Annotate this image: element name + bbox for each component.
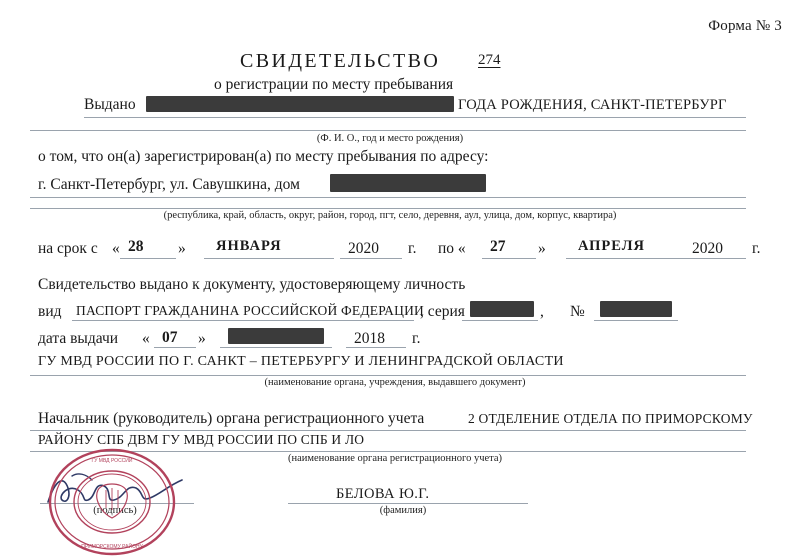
rule-fio: [30, 130, 746, 131]
identity-number-label: №: [570, 303, 585, 320]
caption-surname: (фамилия): [379, 505, 427, 516]
issue-date-year: 2018: [354, 330, 385, 347]
identity-vid-value: ПАСПОРТ ГРАЖДАНИНА РОССИЙСКОЙ ФЕДЕРАЦИИ: [76, 303, 424, 318]
period-day-to: 27: [490, 238, 506, 255]
rule-number: [594, 320, 678, 321]
rule-authority: [30, 375, 746, 376]
issued-birth-place: ГОДА РОЖДЕНИЯ, САНКТ-ПЕТЕРБУРГ: [458, 97, 727, 113]
redacted-name-block: [146, 96, 454, 112]
period-prefix: на срок с: [38, 240, 98, 257]
rule-issue-year: [346, 347, 406, 348]
redacted-address-block: [330, 174, 486, 192]
svg-text:ГУ МВД РОССИИ: ГУ МВД РОССИИ: [91, 458, 133, 464]
rule-official-1: [30, 430, 746, 431]
issued-label: Выдано: [84, 96, 136, 113]
issuing-authority: ГУ МВД РОССИИ ПО Г. САНКТ – ПЕТЕРБУРГУ И ЛЕНИНГРАДСКОЙ ОБЛАСТИ: [38, 354, 564, 369]
rule-seria: [462, 320, 538, 321]
caption-authority: (наименование органа, учреждения, выдавшего документ): [264, 377, 526, 388]
caption-fio: (Ф. И. О., год и место рождения): [316, 133, 464, 144]
period-quote-close-from: »: [178, 240, 186, 257]
period-quote-close-to: »: [538, 240, 546, 257]
rule-issue-month: [220, 347, 332, 348]
identity-seria-label: , серия: [420, 303, 465, 320]
rule-vid: [72, 320, 414, 321]
issue-date-day: 07: [162, 329, 178, 346]
rule-issued: [84, 117, 746, 118]
issue-date-g: г.: [412, 330, 421, 347]
rule-month-from: [204, 258, 334, 259]
period-year-from: 2020: [348, 240, 379, 257]
caption-registration-authority: (наименование органа регистрационного учета): [287, 453, 503, 464]
rule-day-from: [120, 258, 176, 259]
period-g-from: г.: [408, 240, 417, 257]
period-month-from: ЯНВАРЯ: [216, 238, 282, 254]
rule-issue-day: [154, 347, 196, 348]
period-g-to: г.: [752, 240, 761, 257]
issue-date-quote-close: »: [198, 330, 206, 347]
period-po-label: по «: [438, 240, 466, 257]
rule-address-2: [30, 208, 746, 209]
period-month-to: АПРЕЛЯ: [578, 238, 646, 254]
registration-statement: о том, что он(а) зарегистрирован(а) по месту пребывания по адресу:: [38, 148, 489, 165]
page-subtitle: о регистрации по месту пребывания: [214, 76, 454, 93]
period-year-to: 2020: [692, 240, 723, 257]
official-office-line1: 2 ОТДЕЛЕНИЕ ОТДЕЛА ПО ПРИМОРСКОМУ: [468, 411, 753, 426]
svg-text:ПРИМОРСКОМУ РАЙОНУ: ПРИМОРСКОМУ РАЙОНУ: [81, 544, 143, 550]
certificate-number: 274: [478, 52, 501, 68]
rule-year-from: [340, 258, 402, 259]
redacted-number-block: [600, 301, 672, 317]
period-day-from: 28: [128, 238, 144, 255]
address-value: г. Санкт-Петербург, ул. Савушкина, дом: [38, 176, 300, 193]
official-office-line2: РАЙОНУ СПБ ДВМ ГУ МВД РОССИИ ПО СПБ И ЛО: [38, 432, 365, 447]
identity-intro: Свидетельство выдано к документу, удостоверяющему личность: [38, 276, 466, 293]
rule-surname: [288, 503, 528, 504]
rule-year-to: [684, 258, 746, 259]
issue-date-label: дата выдачи: [38, 330, 119, 347]
redacted-issue-month-block: [228, 328, 324, 344]
caption-signature: (подпись): [93, 505, 137, 516]
official-surname: БЕЛОВА Ю.Г.: [336, 486, 430, 502]
caption-address: (республика, край, область, округ, район, город, пгт, село, деревня, аул, улица, дом, корпус, квартира): [163, 210, 617, 221]
page-title: СВИДЕТЕЛЬСТВО: [240, 50, 441, 72]
identity-comma: ,: [540, 303, 544, 320]
official-round-stamp: [28, 446, 196, 558]
period-quote-open-from: «: [112, 240, 120, 257]
rule-day-to: [482, 258, 536, 259]
rule-address-1: [30, 197, 746, 198]
form-number: Форма № 3: [708, 18, 782, 34]
issue-date-quote-open: «: [142, 330, 150, 347]
official-label: Начальник (руководитель) органа регистрационного учета: [38, 410, 425, 427]
identity-vid-label: вид: [38, 303, 62, 320]
rule-month-to: [566, 258, 684, 259]
redacted-seria-block: [470, 301, 534, 317]
